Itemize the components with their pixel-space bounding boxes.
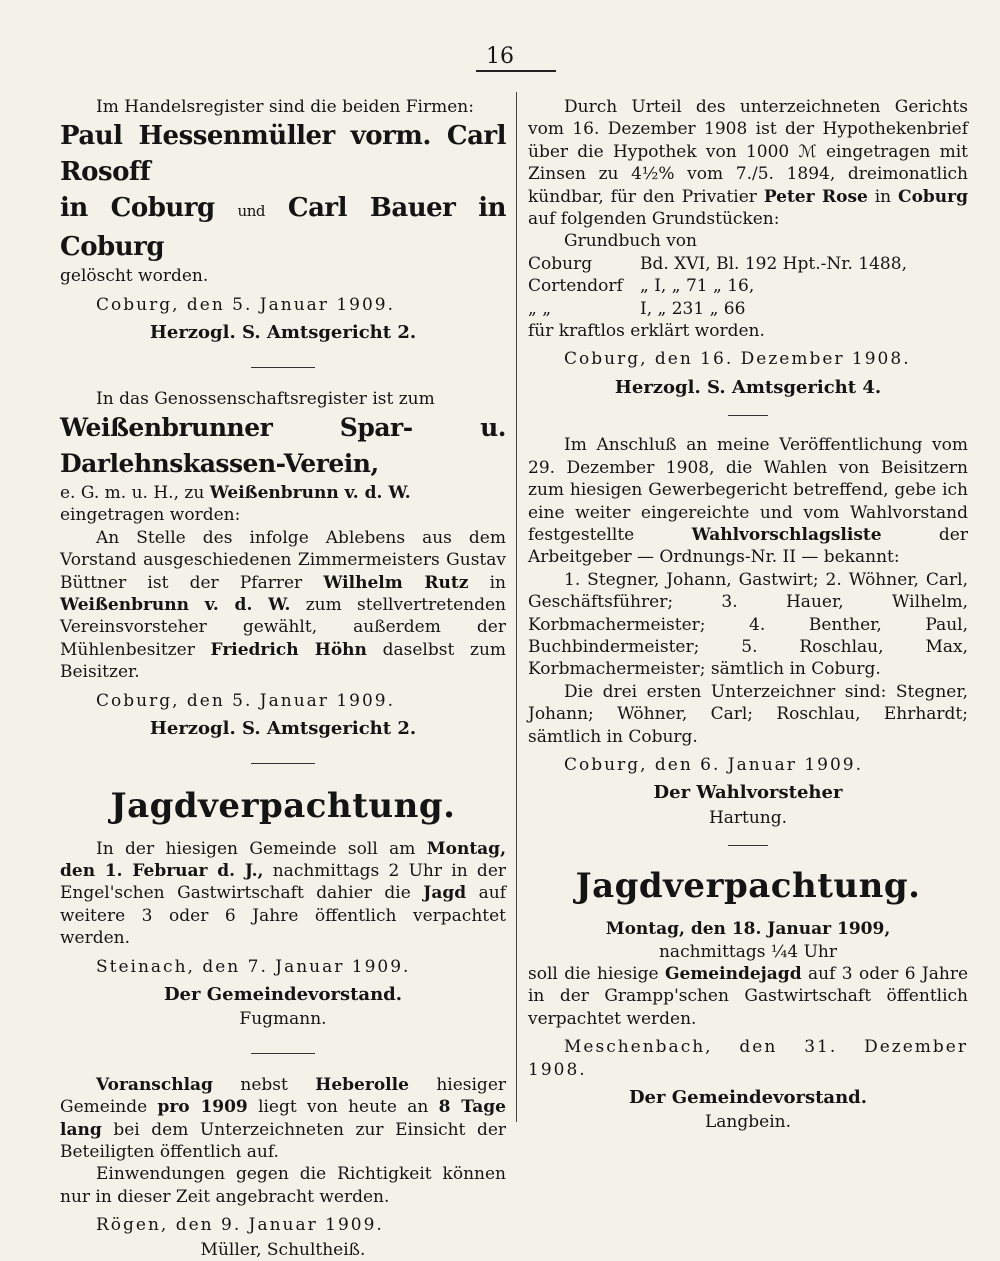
signer-name: Hartung. xyxy=(708,807,788,828)
notice-date: Coburg, den 6. Januar 1909. xyxy=(564,754,863,775)
grundbuch-place: „ „ xyxy=(528,298,552,319)
court-signature: Herzogl. S. Amtsgericht 2. xyxy=(149,322,417,344)
notice-genossenschaftsregister xyxy=(60,388,506,741)
notice-intro: Im Handelsregister sind die beiden Firmen: xyxy=(96,97,474,117)
signer-title: Der Wahlvorsteher xyxy=(653,782,843,804)
section-separator xyxy=(251,763,315,764)
notice-line: für kraftlos erklärt worden. xyxy=(528,321,765,342)
association-location: e. G. m. u. H., zu Weißenbrunn v. d. W. xyxy=(60,483,411,504)
notice-body: Die drei ersten Unterzeichner sind: Stegner, Johann; Wöhner, Carl; Roschlau, Ehrhardt; sämtlich in Coburg. xyxy=(528,681,968,747)
notice-line: eingetragen worden: xyxy=(60,505,241,526)
notice-headline: Jagdverpachtung. xyxy=(575,866,921,907)
notice-intro: In das Genossenschaftsregister ist zum xyxy=(96,388,435,409)
notice-body: In der hiesigen Gemeinde soll am Montag, den 1. Februar d. J., nachmittags 2 Uhr in der Engel'schen Gastwirtschaft dahier die Jagd auf weitere 3 oder 6 Jahre öffentlich verpachtet werden. xyxy=(60,838,507,949)
notice-body: soll die hiesige Gemeindejagd auf 3 oder 6 Jahre in der Grampp'schen Gastwirtschaft öffentlich verpachtet werden. xyxy=(528,964,969,1029)
grundbuch-label: Grundbuch von xyxy=(564,231,697,252)
notice-date: Coburg, den 5. Januar 1909. xyxy=(96,690,395,711)
grundbuch-place: Coburg xyxy=(528,253,593,274)
firm-name-line: in Coburg und Carl Bauer in Coburg xyxy=(60,193,506,263)
notice-hypothekenbrief xyxy=(528,96,968,399)
notice-date: Steinach, den 7. Januar 1909. xyxy=(96,956,411,977)
page-number-rule xyxy=(476,70,556,72)
signer-name: Langbein. xyxy=(705,1112,791,1133)
notice-jagdverpachtung-meschenbach xyxy=(528,864,968,1134)
court-signature: Herzogl. S. Amtsgericht 2. xyxy=(149,718,417,740)
signer-title: Der Gemeindevorstand. xyxy=(628,1087,868,1109)
grundbuch-place: Cortendorf xyxy=(528,276,623,297)
page-number: 16 xyxy=(486,44,514,69)
court-signature: Herzogl. S. Amtsgericht 4. xyxy=(614,376,882,398)
notice-body: Voranschlag nebst Heberolle hiesiger Gemeinde pro 1909 liegt von heute an 8 Tage lang bei dem Unterzeichneten zur Einsicht der Beteiligten öffentlich auf. xyxy=(60,1074,507,1162)
notice-date: Meschenbach, den 31. Dezember 1908. xyxy=(528,1037,968,1080)
signer-name: Fugmann. xyxy=(239,1009,327,1030)
left-column xyxy=(60,96,506,1261)
auction-date: Montag, den 18. Januar 1909, xyxy=(605,919,891,940)
notice-date: Rögen, den 9. Januar 1909. xyxy=(96,1215,384,1236)
notice-body: Einwendungen gegen die Richtigkeit können nur in dieser Zeit angebracht werden. xyxy=(60,1164,506,1207)
candidate-list: 1. Stegner, Johann, Gastwirt; 2. Wöhner, Carl, Geschäftsführer; 3. Hauer, Wilhelm, Korbmachermeister; 4. Benther, Paul, Buchbindermeister; 5. Roschlau, Max, Korbmachermeister; sämtlich in Coburg. xyxy=(528,569,968,680)
association-name: Weißenbrunner Spar- u. Darlehnskassen-Verein, xyxy=(60,413,506,479)
grundbuch-table xyxy=(528,253,968,320)
notice-date: Coburg, den 16. Dezember 1908. xyxy=(564,349,911,370)
notice-body: An Stelle des infolge Ablebens aus dem Vorstand ausgeschiedenen Zimmermeisters Gustav Büttner ist der Pfarrer Wilhelm Rutz in Weißenbrunn v. d. W. zum stellvertretenden Vereinsvorsteher gewählt, außerdem der Mühlenbesitzer Friedrich Höhn daselbst zum Beisitzer. xyxy=(60,527,507,683)
auction-time: nachmittags ¼4 Uhr xyxy=(658,941,838,962)
firm-name-line: Paul Hessenmüller vorm. Carl Rosoff xyxy=(60,121,506,188)
notice-headline: Jagdverpachtung. xyxy=(110,785,456,826)
notice-body: Durch Urteil des unterzeichneten Gerichts vom 16. Dezember 1908 ist der Hypothekenbrief über die Hypothek von 1000 ℳ eingetragen mit Zinsen zu 4½% vom 7./5. 1894, dreimonatlich kündbar, für den Privatier Peter Rose in Coburg auf folgenden Grundstücken: xyxy=(528,97,969,230)
section-separator xyxy=(251,367,315,368)
notice-voranschlag xyxy=(60,1074,506,1261)
notice-jagdverpachtung-steinach xyxy=(60,784,506,1031)
notice-wahlvorschlag xyxy=(528,434,968,829)
notice-date: Coburg, den 5. Januar 1909. xyxy=(96,294,395,315)
section-separator xyxy=(728,415,768,416)
notice-body: Im Anschluß an meine Veröffentlichung vom 29. Dezember 1908, die Wahlen von Beisitzern zum hiesigen Gewerbegericht betreffend, gebe ich eine weiter eingereichte und vom Wahlvorstand festgestellte Wahlvorschlagsliste der Arbeitgeber — Ordnungs-Nr. II — bekannt: xyxy=(528,435,968,568)
notice-tail: gelöscht worden. xyxy=(60,266,209,287)
signer-title: Der Gemeindevorstand. xyxy=(163,983,403,1005)
right-column xyxy=(528,96,968,1134)
notice-handelsregister xyxy=(60,96,506,345)
section-separator xyxy=(251,1053,315,1054)
column-divider xyxy=(516,92,517,1122)
grundbuch-entry: „ I, „ 71 „ 16, xyxy=(640,276,755,297)
grundbuch-entry: Bd. XVI, Bl. 192 Hpt.-Nr. 1488, xyxy=(640,253,907,274)
section-separator xyxy=(728,845,768,846)
grundbuch-entry: I, „ 231 „ 66 xyxy=(640,298,746,319)
signer-name: Müller, Schultheiß. xyxy=(200,1239,366,1260)
